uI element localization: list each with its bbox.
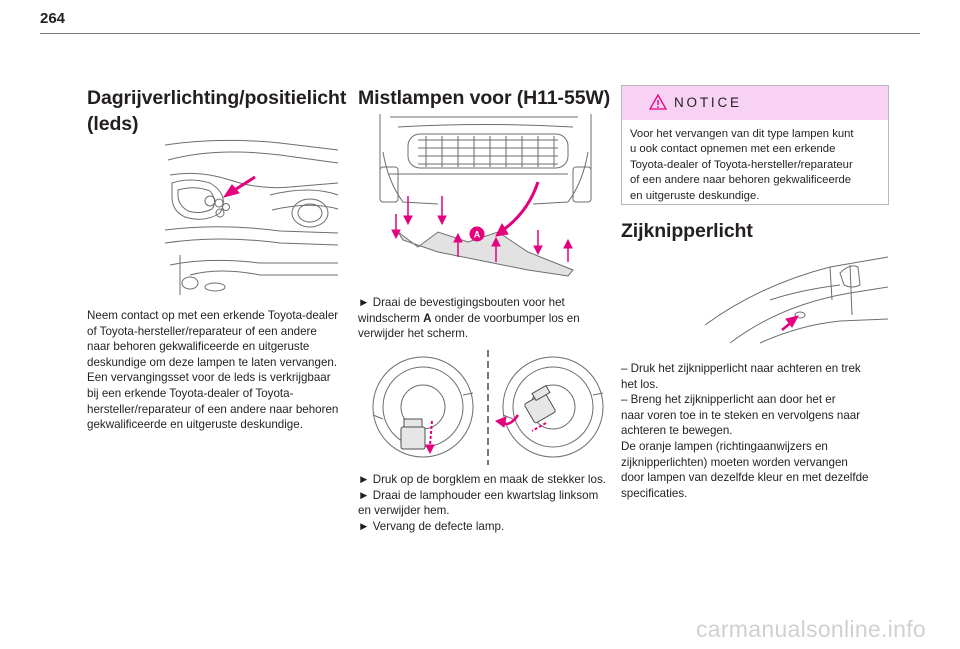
section-drl-line: bij een erkende Toyota-dealer of Toyota- <box>87 386 294 400</box>
fog-step-line: ► Draai de lamphouder een kwartslag linksom <box>358 488 599 502</box>
figure-label-a: A <box>473 229 481 240</box>
section-drl-line: Neem contact op met een erkende Toyota-dealer <box>87 309 339 322</box>
section-side-line: het los. <box>621 377 659 391</box>
section-drl-line: of Toyota-hersteller/reparateur of een andere <box>87 324 317 338</box>
fog-step-line: en verwijder hem. <box>358 504 450 518</box>
fog-step1-text: onder de voorbumper los en <box>431 311 580 325</box>
section-fog <box>358 85 613 111</box>
notice-body <box>630 127 882 204</box>
section-side-line: door lampen van dezelfde kleur en met dezelfde <box>621 471 869 485</box>
section-fog-steps2 <box>358 472 620 534</box>
side-indicator-illustration <box>700 255 890 345</box>
section-side-body <box>621 361 889 501</box>
section-fog-step1 <box>358 295 620 342</box>
section-drl-title-line1: Dagrijverlichting/positielicht <box>87 87 347 109</box>
section-drl-line: Een vervangingsset voor de leds is verkrijgbaar <box>87 371 331 385</box>
section-drl-body <box>87 308 349 433</box>
section-side-title: Zijknipperlicht <box>621 220 753 242</box>
section-drl-line: gekwalificeerde en uitgeruste deskundige. <box>87 418 303 432</box>
notice-header <box>622 86 888 120</box>
notice-line: of een andere naar behoren gekwalificeerde <box>630 174 852 187</box>
page-number: 264 <box>40 10 66 27</box>
fog-step1-label-a: A <box>423 311 432 325</box>
notice-title: NOTICE <box>674 95 742 110</box>
header-rule <box>40 33 920 34</box>
drl-headlamp-illustration <box>160 135 340 295</box>
section-side-line: De oranje lampen (richtingaanwijzers en <box>621 439 828 453</box>
section-drl-line: hersteller/reparateur of een andere naar behoren <box>87 402 339 416</box>
watermark: carmanualsonline.info <box>695 616 926 642</box>
section-drl-line: naar behoren gekwalificeerde en uitgeruste <box>87 340 310 354</box>
section-fog-title: Mistlampen voor (H11-55W) <box>358 87 611 109</box>
section-side-line: – Breng het zijknipperlicht aan door het er <box>621 393 836 407</box>
fog-lamp-connector-illustration <box>368 345 608 470</box>
section-drl-title <box>87 85 345 137</box>
notice-line: en uitgeruste deskundige. <box>630 189 760 202</box>
section-drl <box>87 85 345 137</box>
notice-line: Toyota-dealer of Toyota-hersteller/reparateur <box>630 158 853 171</box>
section-drl-title-line2: (leds) <box>87 113 139 135</box>
warning-triangle-icon <box>649 94 667 110</box>
fog-step1-text: windscherm <box>358 311 424 325</box>
notice-line: Voor het vervangen van dit type lampen kunt <box>630 128 854 140</box>
section-side-line: zijknipperlichten) moeten worden vervangen <box>621 455 848 469</box>
fog-step1-line: ► Draai de bevestigingsbouten voor het <box>358 296 565 309</box>
section-side-line: naar voren toe in te steken en vervolgens naar <box>621 408 861 422</box>
section-side-line: – Druk het zijknipperlicht naar achteren en trek <box>621 362 861 375</box>
section-drl-line: deskundige om deze lampen te laten vervangen. <box>87 355 338 369</box>
fog-step1-line: verwijder het scherm. <box>358 327 469 341</box>
section-side-line: specificaties. <box>621 486 688 500</box>
fog-step-line: ► Druk op de borgklem en maak de stekker los. <box>358 473 606 486</box>
notice-box <box>621 85 889 205</box>
fog-step1-line-b <box>358 311 620 327</box>
notice-line: u ook contact opnemen met een erkende <box>630 143 836 156</box>
section-side-line: achteren te bewegen. <box>621 424 733 438</box>
fog-step-line: ► Vervang de defecte lamp. <box>358 519 505 533</box>
fog-bumper-illustration <box>378 112 593 282</box>
